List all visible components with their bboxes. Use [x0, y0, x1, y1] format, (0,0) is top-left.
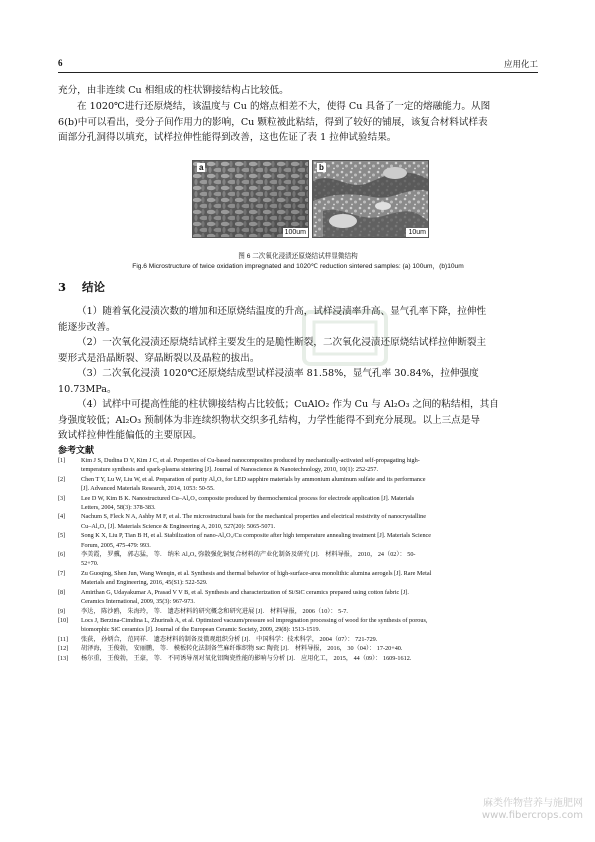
references-heading: 参考文献	[58, 446, 95, 456]
reference-number: [13]	[58, 654, 69, 662]
reference-list	[58, 456, 544, 663]
reference-text: Lee D W, Kim B K. Nanostructured Cu–Al₂O₃ composite produced by thermochemical process for electrode application [J]. Materials	[81, 494, 415, 502]
reference-item	[58, 588, 544, 607]
reference-text: Amirthan G, Udayakumar A, Prasad V V B, et al. Synthesis and characterization of Si/SiC ceramics prepared using cotton fabric [J].	[81, 588, 409, 596]
text-line: 在 1020℃进行还原烧结，该温度与 Cu 的熔点相差不大，使得 Cu 具备了一定的熔融能力。从图	[77, 101, 491, 112]
text-line: （2）一次氧化浸渍还原烧结试样主要发生的是脆性断裂，二次氧化浸渍还原烧结试样拉伸断裂主	[77, 337, 487, 348]
micrograph-a	[192, 160, 309, 238]
reference-text: [J]. Advanced Materials Research, 2014, 1053: 50-55.	[81, 485, 215, 493]
reference-text: 杨尔重， 王俊勃， 王豪， 等． 不同诱导剂对氧化铝陶瓷性能的影响与分析 [J]． 应用化工， 2015， 44（09）： 1609-1612.	[81, 654, 412, 662]
scale-bar-b: 10um	[408, 229, 426, 236]
reference-text: 张荻， 孙炳合， 范同祥． 遗态材料的制备及微观组织分析 [J]． 中国科学：技术科学， 2004（07）： 721-729.	[81, 635, 378, 643]
reference-text: biomorphic SiC ceramics [J]. Journal of the European Ceramic Society, 2009, 29(8): 1513-1519.	[81, 626, 321, 634]
paragraph-intro-2	[58, 99, 538, 146]
reference-item	[58, 644, 544, 653]
figure-caption-en: Fig.6 Microstructure of twice oxidation impregnated and 1020℃ reduction sintered samples: (a) 100um，(b)10um	[132, 263, 464, 270]
reference-number: [12]	[58, 645, 69, 653]
journal-name: 应用化工	[503, 60, 538, 70]
reference-text: 胡泽海， 王俊勃， 安丽鹏， 等． 模板转化法制备竺麻纤维织物 SiC 陶瓷 [J]． 材料导报， 2016， 30（04）： 17-20+40.	[81, 645, 403, 653]
watermark-name: 麻类作物营养与施肥网	[483, 798, 583, 809]
paragraph-intro-1	[58, 83, 538, 99]
section-title: 结论	[82, 280, 106, 294]
reference-number: [6]	[58, 551, 66, 559]
reference-number: [3]	[58, 494, 66, 502]
page-header	[58, 58, 538, 73]
reference-item	[58, 654, 544, 663]
reference-number: [11]	[58, 635, 69, 643]
reference-item	[58, 550, 544, 569]
reference-number: [9]	[58, 607, 66, 615]
text-line: 能逐步改善。	[58, 321, 116, 333]
micrograph-b-image	[313, 161, 428, 237]
panel-a-label: a	[199, 163, 204, 172]
reference-item	[58, 635, 544, 644]
text-line: 6(b)中可以看出，受分子间作用力的影响，Cu 颗粒被此粘结，得到了较好的铺展，该复合材料试样表	[58, 116, 488, 128]
reference-text: Song K X, Liu P, Tian B H, et al. Stabilization of nano-Al₂O₃/Cu composite after high temperature annealing treatment [J]. Materials Science	[81, 532, 432, 540]
text-line: 充分，由非连续 Cu 相组成的柱状铆接结构占比较低。	[58, 85, 289, 96]
panel-b-label: b	[319, 163, 324, 172]
figure-caption-cn: 图 6 二次氧化浸渍还原烧结试样显微结构	[238, 253, 358, 260]
scale-bar-a: 100um	[284, 229, 306, 236]
reference-text: Nachum S, Fleck N A, Ashby M F, et al. The microstructural basis for the mechanical properties and electrical resistivity of nanocrystalline	[81, 513, 426, 521]
conclusion-2	[58, 335, 538, 366]
reference-text: 李美霞， 罗骥， 郭志猛， 等． 纳米 Al₂O₃ 弥散强化铜复合材料的产业化制备及研究 [J]． 材料导报， 2010， 24（02）： 50-	[81, 551, 416, 559]
reference-text: Letters, 2004, 58(3): 378-383.	[81, 504, 156, 512]
conclusion-1	[58, 304, 538, 335]
reference-number: [5]	[58, 532, 66, 540]
reference-number: [8]	[58, 588, 66, 596]
reference-item	[58, 456, 544, 475]
watermark-url: www.fibercrops.com	[481, 810, 583, 821]
reference-text: temperature synthesis and spark-plasma sintering [J]. Journal of Nanoscience & Nanotechnology, 2010, 10(1): 252-257.	[81, 466, 379, 474]
section-number: 3	[58, 280, 67, 294]
reference-item	[58, 512, 544, 531]
text-line: （3）二次氧化浸渍 1020℃还原烧结成型试样浸渍率 81.58%，显气孔率 30.84%，拉伸强度	[77, 368, 479, 379]
site-watermark	[482, 798, 583, 822]
text-line: （1）随着氧化浸渍次数的增加和还原烧结温度的升高，试样浸渍率升高、显气孔率下降，拉伸性	[77, 306, 487, 317]
reference-item	[58, 569, 544, 588]
micrograph-b	[312, 160, 429, 238]
page-number: 6	[58, 58, 63, 68]
reference-number: [7]	[58, 569, 66, 577]
reference-number: [2]	[58, 475, 66, 483]
reference-text: Kim J S, Dudina D V, Kim J C, et al. Properties of Cu-based nanocomposites produced by mechanically-activated self-propagating high-	[81, 457, 420, 464]
reference-text: Zu Guoqing, Shen Jun, Wang Wenqin, et al. Synthesis and thermal behavior of high-surface-area monolithic alumina aerogels [J]. Rare Metal	[81, 569, 432, 577]
reference-item	[58, 607, 544, 616]
text-line: 身强度较低；Al₂O₃ 预制体为非连续织物状交织多孔结构，力学性能得不到充分展现。以上三点是导	[58, 414, 480, 426]
reference-text: Ceramics International, 2009, 35(3): 967-973.	[81, 598, 195, 606]
text-line: 致试样拉伸性能偏低的主要原因。	[58, 430, 202, 441]
conclusion-3	[58, 366, 538, 397]
reference-item	[58, 494, 544, 513]
reference-number: [4]	[58, 513, 66, 521]
conclusion-4	[58, 397, 538, 444]
text-line: 面部分孔洞得以填充，试样拉伸性能得到改善，这也佐证了表 1 拉伸试验结果。	[58, 132, 397, 143]
micrograph-a-image	[193, 161, 308, 237]
reference-item	[58, 616, 544, 635]
reference-text: Forum, 2005, 475-479: 993.	[81, 541, 151, 549]
reference-text: Locs J, Berzina-Cimdina L, Zhurinsh A, et al. Optimized vacuum/pressure sol impregnation processing of wood for the synthesis of porous,	[81, 616, 428, 624]
reference-text: 李达， 陈沙鸥， 朱海玲， 等． 遗态材料的研究概念和研究进展 [J]． 材料导报， 2006（10）： 5-7.	[81, 607, 348, 615]
reference-text: Cu–Al₂O₃ [J]. Materials Science & Engineering A, 2010, 527(20): 5065-5071.	[81, 522, 276, 530]
text-line: 要形式是沿晶断裂、穿晶断裂以及晶粒的拔出。	[58, 352, 260, 364]
reference-number: [1]	[58, 457, 66, 464]
reference-text: Chen T Y, Lu W, Liu W, et al. Preparation of purity Al₂O₃ for LED sapphire materials by ammonium aluminum sulfate and its performance	[81, 475, 426, 483]
reference-text: 52+70.	[81, 560, 99, 568]
figure-6	[192, 160, 427, 236]
text-line: （4）试样中可提高性能的柱状铆接结构占比较低；CuAlO₂ 作为 Cu 与 Al₂O₃ 之间的粘结相，其自	[77, 399, 499, 410]
reference-text: Materials and Engineering, 2016, 45(S1): 522-529.	[81, 579, 208, 587]
section-heading	[58, 279, 105, 295]
text-line: 10.73MPa。	[58, 383, 117, 395]
reference-number: [10]	[58, 616, 69, 624]
reference-item	[58, 475, 544, 494]
reference-item	[58, 531, 544, 550]
